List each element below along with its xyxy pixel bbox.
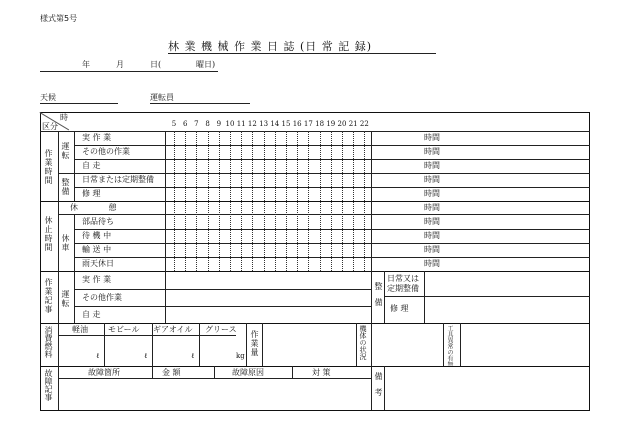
sagyo-row-label: 実 作 業 <box>82 133 112 142</box>
hours-unit: 時間 <box>424 161 440 170</box>
weather-underline <box>40 103 118 104</box>
hour-dotted-line <box>196 131 197 271</box>
sagyo-jikan-label: 作業時間 <box>44 149 53 185</box>
hours-unit: 時間 <box>424 147 440 156</box>
date-underline <box>40 71 218 72</box>
hour-dotted-line <box>286 131 287 271</box>
kiji-row-label: 自 走 <box>82 310 101 319</box>
hours-unit: 時間 <box>424 133 440 142</box>
hour-label: 8 <box>205 120 210 128</box>
row-line <box>74 187 590 188</box>
date-year-label: 年 <box>82 60 90 69</box>
hours-unit: 時間 <box>424 245 440 254</box>
hour-label: 13 <box>259 120 269 128</box>
row-line <box>74 145 590 146</box>
fuel-col-header: 軽油 <box>72 325 88 334</box>
hour-label: 9 <box>216 120 222 128</box>
col-line <box>58 323 59 366</box>
kitai-label: 機体の状況 <box>359 325 367 360</box>
kosho-col-header: 対 策 <box>312 368 331 377</box>
kyukei-label: 休 憩 <box>70 203 131 212</box>
row-line <box>58 335 236 336</box>
col-line <box>371 366 372 410</box>
kyushi-row-label: 部品待ち <box>82 217 114 226</box>
hour-label: 16 <box>292 120 302 128</box>
hour-label: 19 <box>326 120 336 128</box>
sagyo-row-label: 修 理 <box>82 189 101 198</box>
hour-dotted-line <box>353 131 354 271</box>
hour-label: 22 <box>359 120 369 128</box>
row-line <box>74 243 590 244</box>
hour-dotted-line <box>230 131 231 271</box>
fuel-col-header: グリース <box>205 325 237 334</box>
unten-label: 運転 <box>61 142 70 160</box>
row-line <box>58 378 372 379</box>
kyusha-label: 休車 <box>61 234 70 252</box>
hour-label: 18 <box>315 120 325 128</box>
form-number: 様式第5号 <box>40 14 78 23</box>
hour-label: 5 <box>171 120 177 128</box>
row-line <box>74 159 590 160</box>
kosho-col-header: 金 額 <box>162 368 181 377</box>
shohi-label: 消費燃料 <box>44 326 53 358</box>
kiji-seibi-row: 日常又は定期整備 <box>387 274 419 293</box>
hour-dotted-line <box>331 131 332 271</box>
hour-label: 21 <box>348 120 358 128</box>
col-line <box>384 271 385 323</box>
section-line <box>40 366 590 367</box>
form-title: 林 業 機 械 作 業 日 誌 (日 常 記 録) <box>168 40 373 53</box>
hour-dotted-line <box>320 131 321 271</box>
kyushi-row-label: 輸 送 中 <box>82 245 112 254</box>
col-line <box>292 366 293 378</box>
col-line <box>74 214 75 271</box>
seibi-label: 整備 <box>61 178 70 196</box>
table-top-border <box>40 112 590 113</box>
col-line <box>58 271 59 323</box>
hour-dotted-line <box>208 131 209 271</box>
kyushi-row-label: 待 機 中 <box>82 231 112 240</box>
kosho-label: 故障記事 <box>44 369 53 401</box>
hour-dotted-line <box>174 131 175 271</box>
hour-label: 15 <box>281 120 291 128</box>
hour-dotted-line <box>241 131 242 271</box>
date-month-label: 月 <box>116 60 124 69</box>
operator-underline <box>150 103 250 104</box>
hour-dotted-line <box>275 131 276 271</box>
hour-dotted-line <box>252 131 253 271</box>
col-line <box>214 366 215 378</box>
hour-dotted-line <box>264 131 265 271</box>
col-line <box>104 323 105 366</box>
kosho-col-header: 故障原因 <box>232 368 264 377</box>
hour-dotted-line <box>364 131 365 271</box>
kiji-row-label: その他作業 <box>82 293 122 302</box>
row-line <box>384 296 590 297</box>
hour-label: 6 <box>182 120 188 128</box>
hours-unit: 時間 <box>424 259 440 268</box>
hours-unit: 時間 <box>424 231 440 240</box>
hour-label: 7 <box>194 120 199 128</box>
hour-dotted-line <box>219 131 220 271</box>
hour-label: 10 <box>225 120 235 128</box>
time-header-label: 時 <box>60 113 68 122</box>
col-line <box>262 323 263 366</box>
hour-dotted-line <box>297 131 298 271</box>
hour-label: 17 <box>303 120 313 128</box>
hours-unit: 時間 <box>424 203 440 212</box>
kiji-seibi-label: 整備 <box>374 282 383 314</box>
sagyo-row-label: 日常または定期整備 <box>82 175 154 184</box>
col-line <box>58 131 59 271</box>
kubun-header-label: 区分 <box>42 122 58 131</box>
col-line <box>165 131 166 271</box>
date-weekday-label: 曜日) <box>196 60 216 69</box>
fuel-unit: ℓ <box>191 352 195 360</box>
hour-dotted-line <box>308 131 309 271</box>
fuel-unit: ℓ <box>144 352 148 360</box>
fuel-unit: kg <box>236 352 245 360</box>
row-line <box>74 289 372 290</box>
table-bottom-border <box>40 410 590 411</box>
sagyo-kiji-label: 作業記事 <box>44 278 53 314</box>
col-line <box>152 366 153 378</box>
biko-label: 備考 <box>374 372 383 404</box>
fuel-unit: ℓ <box>96 352 100 360</box>
col-line <box>371 131 372 271</box>
header-bottom-line <box>40 131 590 132</box>
col-line <box>165 271 166 323</box>
kyushi-jikan-label: 休止時間 <box>44 216 53 252</box>
title-underline <box>168 53 436 54</box>
sagyoryo-label: 作業量 <box>250 330 259 357</box>
date-day-label: 日( <box>150 60 162 69</box>
section-line <box>40 201 590 202</box>
col-line <box>58 366 59 410</box>
kiji-row-label: 実 作 業 <box>82 275 112 284</box>
row-line <box>74 306 372 307</box>
col-line <box>443 323 444 366</box>
row-line <box>74 229 590 230</box>
col-line <box>371 271 372 323</box>
hour-dotted-line <box>185 131 186 271</box>
fuel-col-header: ギアオイル <box>153 325 193 334</box>
col-line <box>460 323 461 366</box>
sagyo-row-label: その他の作業 <box>82 147 130 156</box>
col-line <box>424 271 425 323</box>
hours-unit: 時間 <box>424 175 440 184</box>
kiji-seibi-row: 修 理 <box>390 304 409 313</box>
row-line <box>58 214 590 215</box>
col-line <box>384 366 385 410</box>
kosho-col-header: 故障箇所 <box>88 368 120 377</box>
kiji-unten-label: 運転 <box>61 290 70 308</box>
col-line <box>199 323 200 366</box>
weather-label: 天候 <box>40 93 56 102</box>
hour-label: 14 <box>270 120 280 128</box>
section-line <box>40 323 590 324</box>
fuel-col-header: モビール <box>108 325 140 334</box>
hour-dotted-line <box>342 131 343 271</box>
row-line <box>74 257 590 258</box>
row-line <box>58 173 590 174</box>
col-line <box>246 323 247 366</box>
kyushi-row-label: 雨天休日 <box>82 259 114 268</box>
hour-label: 20 <box>337 120 347 128</box>
col-line <box>74 131 75 201</box>
col-line <box>356 323 357 366</box>
col-line <box>371 323 372 366</box>
kogu-label: 工具異常の有無 <box>446 325 453 367</box>
col-line <box>74 271 75 323</box>
section-line <box>40 271 590 272</box>
operator-label: 運転員 <box>150 93 174 102</box>
hour-label: 11 <box>236 120 246 128</box>
hours-unit: 時間 <box>424 217 440 226</box>
hours-unit: 時間 <box>424 189 440 198</box>
hour-label: 12 <box>247 120 257 128</box>
sagyo-row-label: 自 走 <box>82 161 101 170</box>
